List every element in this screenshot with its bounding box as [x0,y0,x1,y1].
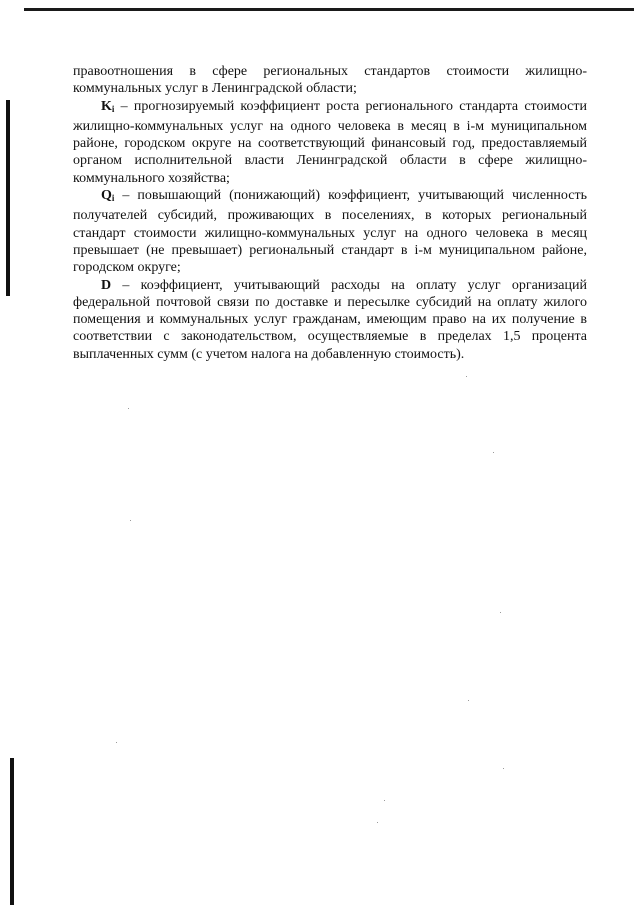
scan-speck [466,376,467,377]
scan-speck [116,742,117,743]
scan-speck [500,612,501,613]
term-qi: $Q_i$ [101,188,115,204]
scan-left-margin-mark-top [6,100,10,296]
scan-top-border-line [24,8,634,11]
scan-speck [503,768,504,769]
paragraph-ki-definition [73,98,587,187]
scan-speck [377,822,378,823]
scan-speck [493,452,494,453]
term-d: D [101,277,112,293]
scan-speck [130,520,131,521]
scan-speck [128,408,129,409]
paragraph-text: – повышающий (понижающий) коэффициент, учитывающий численность получателей субсидий, проживающих в поселениях, в которых региональный стандарт стоимости жилищно-коммунальных услуг на одного человека в месяц превышает (не превышает) региональный стандарт в i-м муниципальном районе, городском округе; [73,188,587,276]
scan-speck [384,800,385,801]
document-body [73,63,587,363]
paragraph-text: правоотношения в сфере региональных стандартов стоимости жилищно-коммунальных услуг в Ленинградской области; [73,64,587,97]
term-ki: $K_i$ [101,98,115,114]
paragraph-continuation [73,63,587,98]
paragraph-qi-definition [73,187,587,276]
paragraph-text: – прогнозируемый коэффициент роста регионального стандарта стоимости жилищно-коммунальных услуг на одного человека в месяц в i-м муниципальном районе, городском округе на соответствующий финансовый год, предоставляемый органом исполнительной власти Ленинградской области в сфере жилищно-коммунального хозяйства; [73,98,587,186]
scan-speck [468,700,469,701]
paragraph-text: – коэффициент, учитывающий расходы на оплату услуг организаций федеральной почтовой связи по доставке и пересылке субсидий на оплату жилого помещения и коммунальных услуг гражданам, имеющим право на их получение в соответствии с законодательством, осуществляемые в пределах 1,5 процента выплаченных сумм (с учетом налога на добавленную стоимость). [73,277,587,362]
paragraph-d-definition [73,277,587,363]
scan-left-margin-mark-bottom [10,758,14,905]
